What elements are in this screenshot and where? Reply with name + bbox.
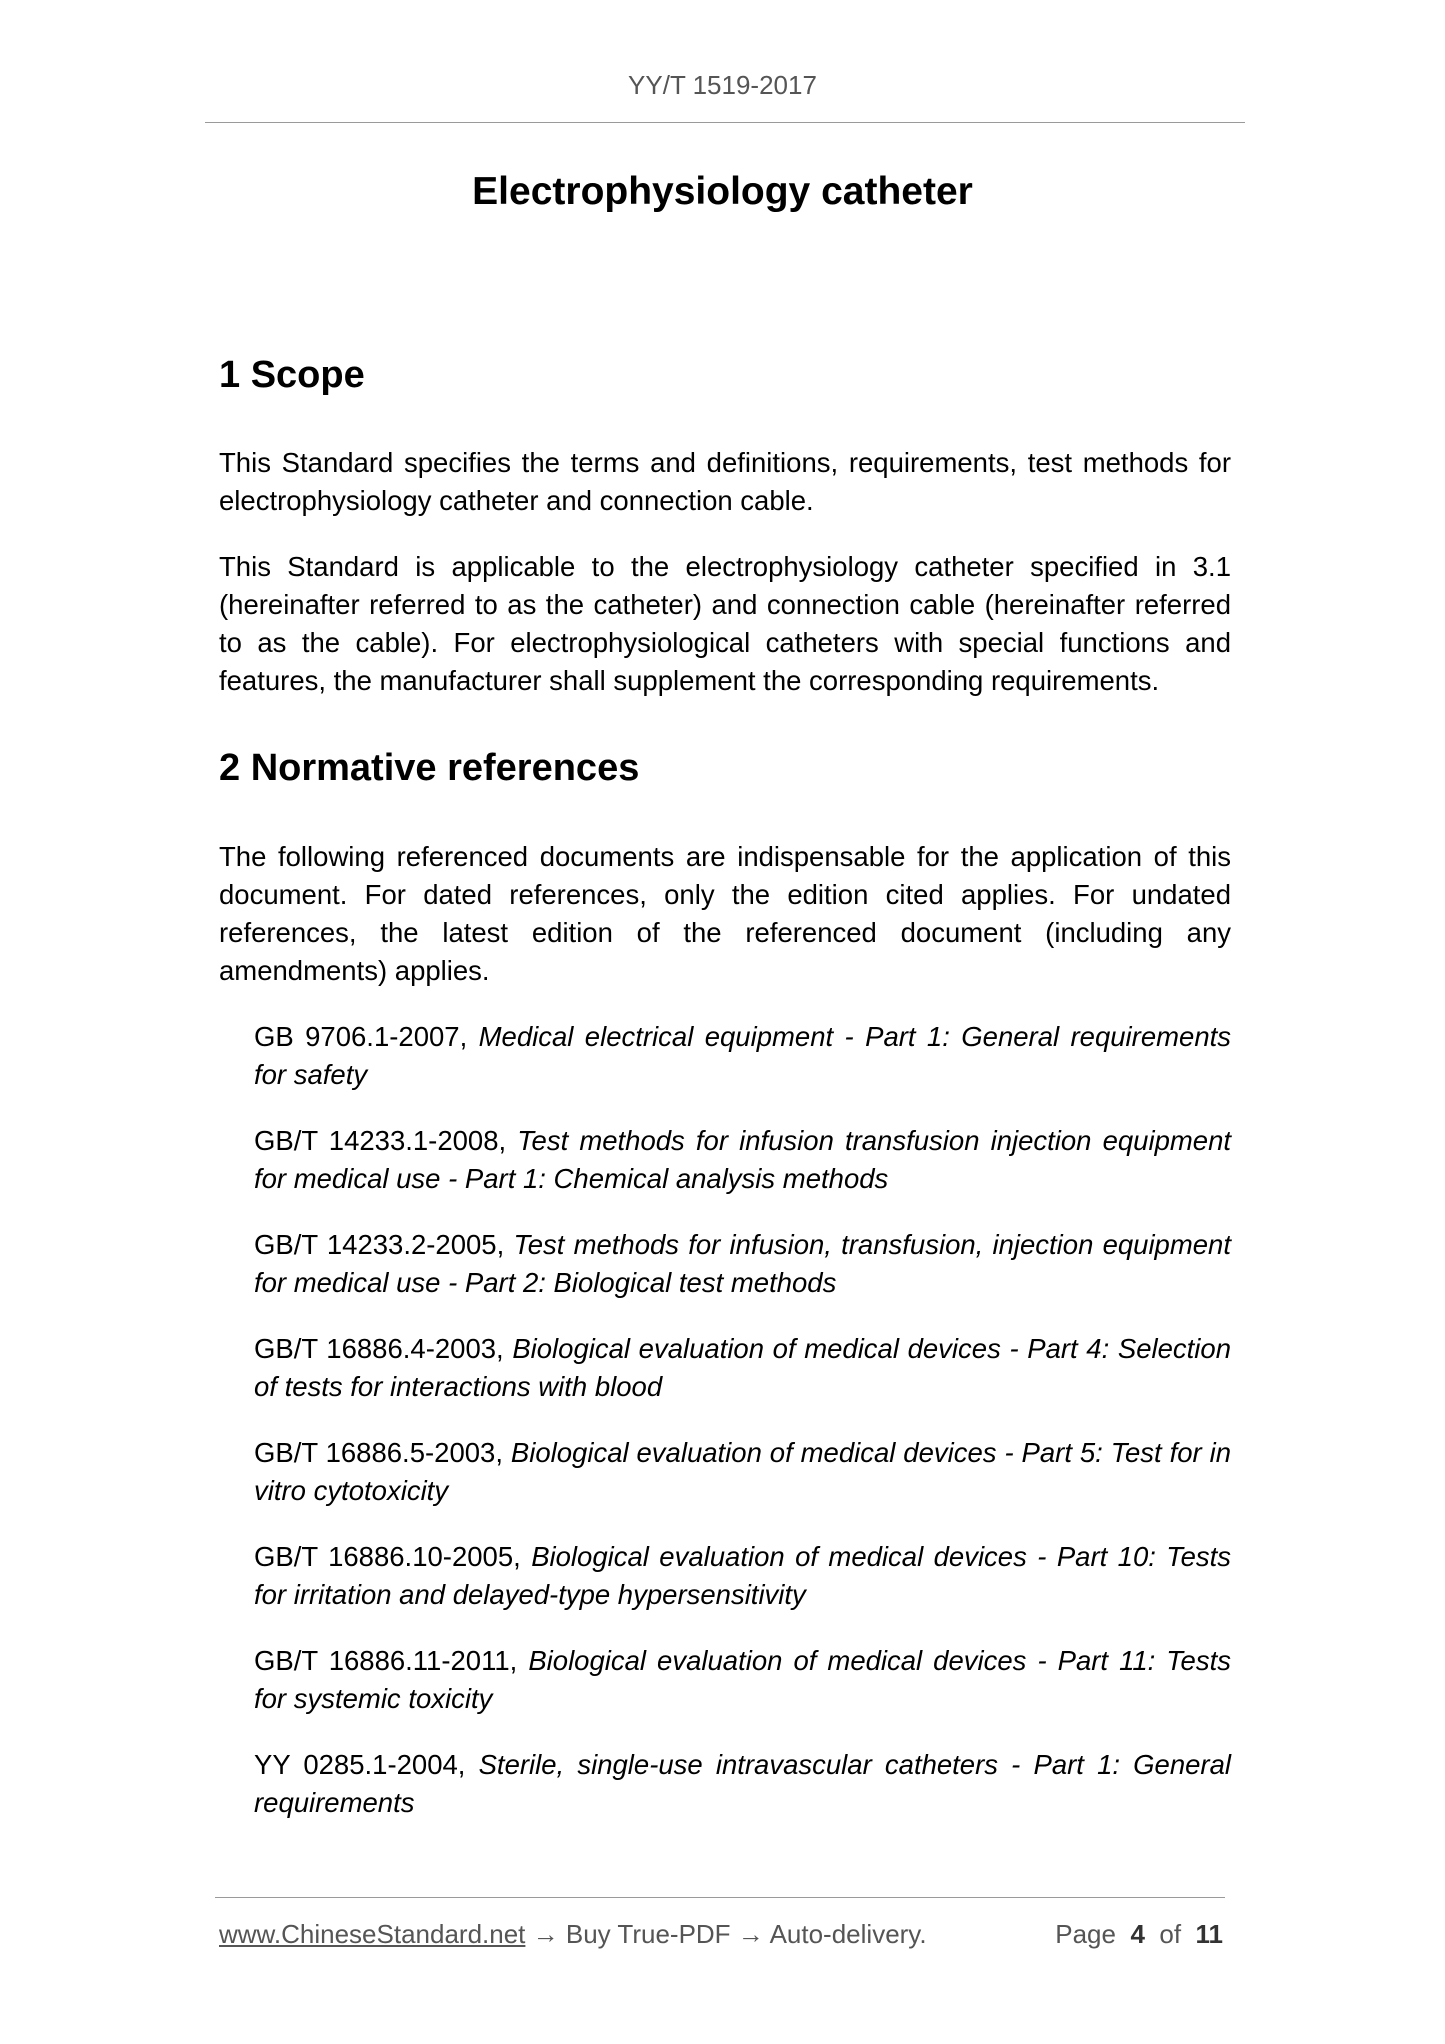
normative-intro-paragraph: The following referenced documents are indispensable for the application of this document. For dated references, only the edition cited applies. For undated references, the latest edition of the referenced document (including any amendments) applies. (219, 841, 1231, 986)
reference-item (254, 1434, 1231, 1510)
reference-title: Biological evaluation of medical devices - Part 5: Test for in vitro cytotoxicity (254, 1437, 1232, 1506)
reference-item (254, 1018, 1231, 1094)
current-page-number: 4 (1130, 1919, 1145, 1949)
reference-item (254, 1122, 1231, 1198)
reference-code: GB/T 16886.10-2005, (254, 1541, 521, 1572)
reference-code: GB/T 14233.2-2005, (254, 1229, 505, 1260)
footer-divider (215, 1897, 1225, 1898)
reference-code: GB/T 16886.11-2011, (254, 1645, 518, 1676)
reference-code: GB/T 16886.5-2003, (254, 1437, 503, 1468)
scope-paragraph: This Standard specifies the terms and definitions, requirements, test methods for electrophysiology catheter and connection cable. (219, 447, 1231, 516)
reference-title: Test methods for infusion, transfusion, injection equipment for medical use - Part 2: Biological test methods (254, 1229, 1231, 1298)
reference-code: GB/T 14233.1-2008, (254, 1125, 507, 1156)
section-heading-scope: 1 Scope (219, 354, 365, 396)
reference-item (254, 1746, 1231, 1822)
scope-paragraph: This Standard is applicable to the electrophysiology catheter specified in 3.1 (hereinafter referred to as the catheter) and connection cable (hereinafter referred to as the cable). For electrophysiological catheters with special functions and features, the manufacturer shall supplement the corresponding requirements. (219, 551, 1231, 696)
page-label: Page (1055, 1919, 1116, 1949)
reference-item (254, 1330, 1231, 1406)
page-indicator (1055, 1917, 1223, 1951)
reference-title: Biological evaluation of medical devices - Part 11: Tests for systemic toxicity (254, 1645, 1231, 1714)
reference-title: Test methods for infusion transfusion injection equipment for medical use - Part 1: Chemical analysis methods (254, 1125, 1231, 1194)
reference-title: Biological evaluation of medical devices - Part 4: Selection of tests for interactions with blood (254, 1333, 1231, 1402)
page-of-label: of (1159, 1919, 1182, 1949)
reference-item (254, 1226, 1231, 1302)
total-pages-number: 11 (1195, 1919, 1223, 1949)
reference-title: Medical electrical equipment - Part 1: General requirements for safety (254, 1021, 1231, 1090)
document-title: Electrophysiology catheter (472, 170, 973, 213)
reference-code: YY 0285.1-2004, (254, 1749, 466, 1780)
footer-promo-text: → Buy True-PDF → Auto-delivery. (525, 1919, 927, 1949)
section-heading-normative-references: 2 Normative references (219, 747, 640, 789)
document-body (219, 351, 1231, 1850)
website-link[interactable]: www.ChineseStandard.net (219, 1919, 526, 1949)
reference-code: GB/T 16886.4-2003, (254, 1333, 504, 1364)
reference-title: Biological evaluation of medical devices - Part 10: Tests for irritation and delayed-type hypersensitivity (254, 1541, 1232, 1610)
reference-code: GB 9706.1-2007, (254, 1021, 468, 1052)
header-divider (205, 122, 1245, 123)
footer-promo (219, 1917, 927, 1951)
page-header-doc-number: YY/T 1519-2017 (628, 70, 817, 100)
reference-item (254, 1538, 1231, 1614)
reference-item (254, 1642, 1231, 1718)
reference-title: Sterile, single-use intravascular catheters - Part 1: General requirements (254, 1749, 1231, 1818)
